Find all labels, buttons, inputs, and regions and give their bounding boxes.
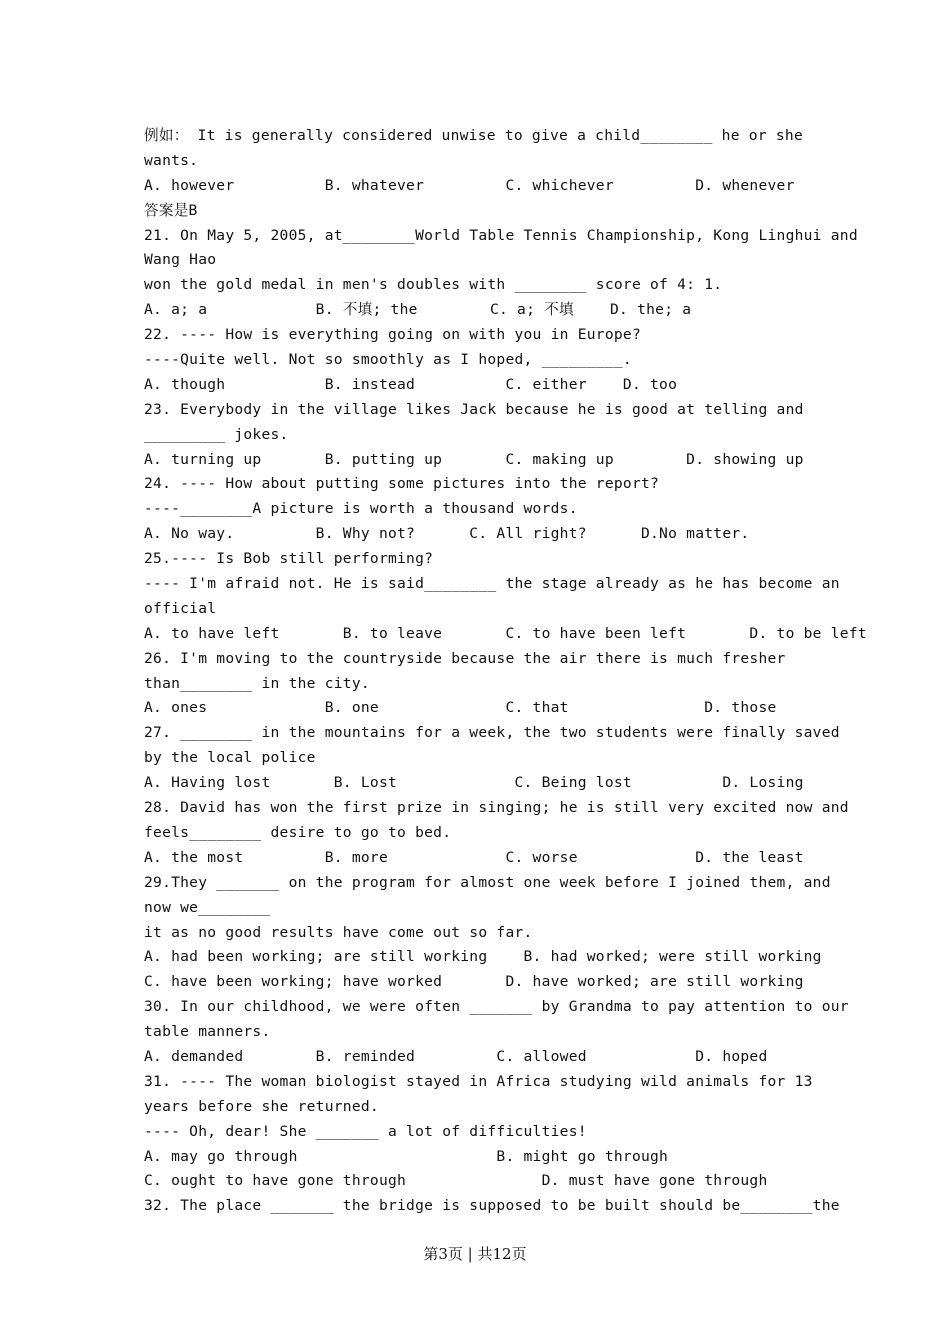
text-line: years before she returned.	[144, 1097, 379, 1115]
text-line: A. to have left B. to leave C. to have been left D. to be left	[144, 624, 867, 642]
text-line: table manners.	[144, 1023, 271, 1041]
text-line: A. the most B. more C. worse D. the least	[144, 848, 804, 866]
page-footer: 第3页 | 共12页	[423, 1245, 527, 1263]
text-line: A. ones B. one C. that D. those	[144, 699, 777, 717]
text-line: A. however B. whatever C. whichever D. whenever	[144, 176, 795, 194]
text-line: A. though B. instead C. either D. too	[144, 375, 678, 393]
text-line: it as no good results have come out so far.	[144, 923, 533, 941]
text-line: A. No way. B. Why not? C. All right? D.No matter.	[144, 525, 750, 543]
document-body	[144, 124, 867, 1219]
text-line: now we________	[144, 898, 271, 916]
text-line: by the local police	[144, 749, 316, 767]
text-line: 答案是B	[144, 201, 198, 219]
text-line: 26. I'm moving to the countryside because the air there is much fresher	[144, 649, 786, 667]
text-line: 31. ---- The woman biologist stayed in Africa studying wild animals for 13	[144, 1072, 813, 1090]
text-line: A. Having lost B. Lost C. Being lost D. Losing	[144, 774, 804, 792]
text-line: C. have been working; have worked D. have worked; are still working	[144, 973, 804, 991]
text-line: 28. David has won the first prize in singing; he is still very excited now and	[144, 799, 849, 817]
text-line: ---- I'm afraid not. He is said________ the stage already as he has become an	[144, 575, 840, 593]
text-line: 22. ---- How is everything going on with you in Europe?	[144, 326, 641, 344]
text-line: C. ought to have gone through D. must have gone through	[144, 1172, 768, 1190]
text-line: 25.---- Is Bob still performing?	[144, 550, 434, 568]
text-line: _________ jokes.	[144, 425, 289, 443]
text-line: 30. In our childhood, we were often _______ by Grandma to pay attention to our	[144, 998, 849, 1016]
text-line: A. a; a B. 不填; the C. a; 不填 D. the; a	[144, 301, 692, 319]
text-line: 21. On May 5, 2005, at________World Table Tennis Championship, Kong Linghui and	[144, 226, 858, 244]
text-line: feels________ desire to go to bed.	[144, 823, 452, 841]
text-line: than________ in the city.	[144, 674, 370, 692]
text-line: 32. The place _______ the bridge is supposed to be built should be________the	[144, 1197, 840, 1215]
text-line: wants.	[144, 151, 199, 169]
text-line: 24. ---- How about putting some pictures into the report?	[144, 475, 660, 493]
text-line: 29.They _______ on the program for almost one week before I joined them, and	[144, 873, 831, 891]
text-line: 例如： It is generally considered unwise to give a child________ he or she	[144, 127, 803, 144]
text-line: 23. Everybody in the village likes Jack because he is good at telling and	[144, 400, 804, 418]
text-line: A. demanded B. reminded C. allowed D. hoped	[144, 1047, 768, 1065]
text-line: ---- Oh, dear! She _______ a lot of difficulties!	[144, 1122, 587, 1140]
text-line: official	[144, 599, 217, 617]
text-line: A. may go through B. might go through	[144, 1147, 669, 1165]
text-line: ----________A picture is worth a thousand words.	[144, 500, 578, 518]
text-line: ----Quite well. Not so smoothly as I hoped, _________.	[144, 351, 632, 369]
text-line: A. had been working; are still working B. had worked; were still working	[144, 948, 822, 966]
text-line: won the gold medal in men's doubles with ________ score of 4: 1.	[144, 276, 723, 294]
text-line: Wang Hao	[144, 251, 217, 269]
text-line: A. turning up B. putting up C. making up D. showing up	[144, 450, 804, 468]
text-line: 27. ________ in the mountains for a week, the two students were finally saved	[144, 724, 840, 742]
